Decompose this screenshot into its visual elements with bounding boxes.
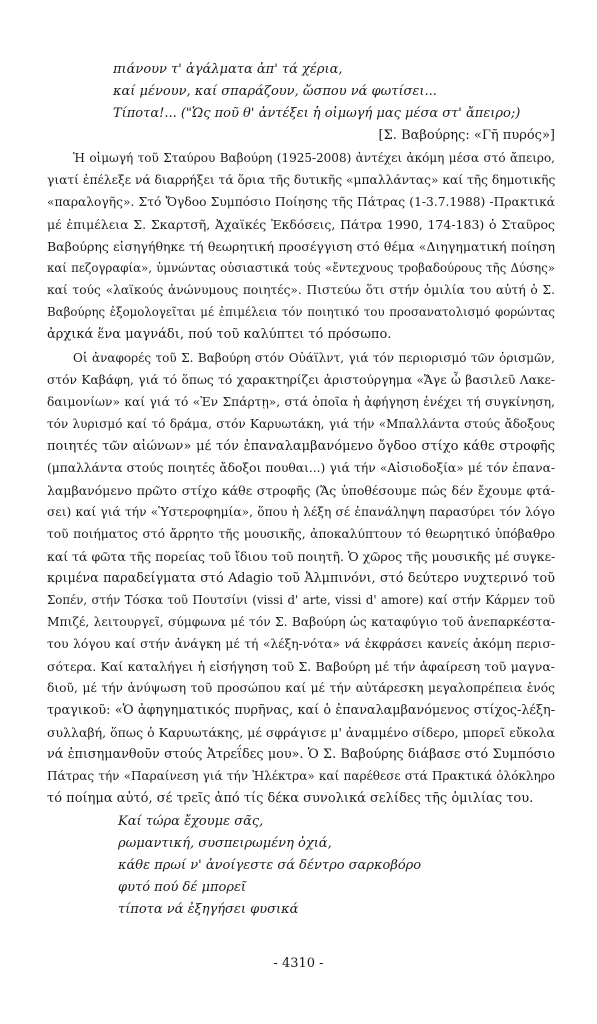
closing-verse-line: κάθε πρωί ν' ἀνοίγεστε σά δέντρο σαρκοβόρο bbox=[118, 858, 422, 873]
text-line: τοῦ ποιήματος στό ἄρρητο τῆς μουσικῆς, ἀποκαλύπτουν τό θεωρητικό ὑπόβαθρο bbox=[47, 527, 555, 541]
text-line: λαμβανόμενο πρῶτο στίχο κάθε στροφῆς (Ἄς ὑποθέσουμε πώς δέν ἔχουμε φτά- bbox=[47, 483, 555, 498]
text-line: καί πεζογραφία», ὑμνώντας οὐσιαστικά τούς «ἔντεχνους τροβαδούρους τῆς Δύσης» bbox=[47, 261, 555, 275]
text-line: καί τούς «λαϊκούς ἀνώνυμους ποιητές». Πιστεύω ὅτι στήν ὁμιλία του αὐτή ὁ Σ. bbox=[47, 283, 555, 297]
opening-verse-line: καί μένουν, καί σπαράζουν, ὥσπου νά φωτίσει... bbox=[113, 84, 437, 99]
text-line: τόν λυρισμό καί τό δράμα, στόν Καρυωτάκη, γιά τήν «Μπαλλάντα στούς ἄδοξους bbox=[47, 417, 555, 431]
text-line: Σοπέν, στήν Τόσκα τοῦ Πουτσίνι (vissi d' arte, vissi d' amore) καί στήν Κάρμεν τοῦ bbox=[47, 593, 555, 607]
page-number: - 4310 - bbox=[273, 956, 324, 971]
text-line: του λόγου καί στήν ἀνάγκη μέ τή «λέξη-νότα» νά ἐκφράσει κανείς ἀκόμη περισ- bbox=[47, 637, 555, 651]
opening-verse-line: πιάνουν τ' ἀγάλματα ἀπ' τά χέρια, bbox=[113, 62, 343, 77]
text-line: Βαβούρης εἰσηγήθηκε τή θεωρητική προσέγγιση στό θέμα «Διηγηματική ποίηση bbox=[47, 239, 555, 254]
text-line: ποιητές τῶν αἰώνων» μέ τόν ἐπαναλαμβανόμενο ὄγδοο στίχο κάθε στροφῆς bbox=[47, 439, 555, 454]
text-line: σότερα. Καί καταλήγει ἡ εἰσήγηση τοῦ Σ. Βαβούρη μέ τήν ἀφαίρεση τοῦ μαγνα- bbox=[47, 659, 555, 674]
closing-verse-line: φυτό πού δέ μπορεῖ bbox=[118, 880, 247, 895]
text-line: σει) καί γιά τήν «Ὑστεροφημία», ὅπου ἡ λέξη σέ ἐπανάληψη παρασύρει τόν λόγο bbox=[47, 505, 555, 519]
text-line: Μπιζέ, λειτουργεῖ, σύμφωνα μέ τόν Σ. Βαβούρη ὡς καταφύγιο τοῦ ἀνεπαρκέστα- bbox=[47, 615, 555, 629]
text-line: δαιμονίων» καί γιά τό «Ἐν Σπάρτῃ», στά ὁποῖα ἡ ἀφήγηση ἐνέχει τή συγκίνηση, bbox=[47, 395, 555, 409]
closing-verse-line: ρωμαντική, συσπειρωμένη ὀχιά, bbox=[118, 836, 332, 851]
opening-verse-line: Τίποτα!... ("Ὡς ποῦ θ' ἀντέξει ἡ οἰμωγή μας μέσα στ' ἄπειρο;) bbox=[113, 106, 521, 121]
text-line: τό ποίημα αὐτό, σέ τρεῖς ἀπό τίς δέκα συνολικά σελίδες τῆς ὁμιλίας του. bbox=[47, 791, 534, 806]
text-line: «παραλογῆς». Στό Ὄγδοο Συμπόσιο Ποίησης τῆς Πάτρας (1-3.7.1988) -Πρακτικά bbox=[47, 195, 555, 209]
text-line: (μπαλλάντα στούς ποιητές ἄδοξοι πουθαι...) γιά τήν «Αἰσιοδοξία» μέ τόν ἐπανα- bbox=[47, 461, 555, 475]
text-line: διοῦ, μέ τήν ἀνύψωση τοῦ προσώπου καί μέ τήν αὐτάρεσκη μεγαλοπρέπεια ἑνός bbox=[47, 681, 555, 695]
text-line: συλλαβή, ὅπως ὁ Καρυωτάκης, μέ σφράγισε μ' ἀναμμένο σίδερο, μπορεῖ εὔκολα bbox=[47, 725, 555, 740]
text-line: νά ἐπισημανθοῦν στούς Ἀτρεΐδες μου». Ὁ Σ. Βαβούρης διάβασε στό Συμπόσιο bbox=[47, 747, 555, 762]
text-line: Ἡ οἰμωγή τοῦ Σταύρου Βαβούρη (1925-2008) ἀντέχει ἀκόμη μέσα στό ἄπειρο, bbox=[73, 151, 555, 165]
text-line: μέ ἐπιμέλεια Σ. Σκαρτσῆ, Ἀχαϊκές Ἐκδόσεις, Πάτρα 1990, 174-183) ὁ Σταῦρος bbox=[47, 217, 555, 232]
text-line: Βαβούρης ἐξομολογεῖται μέ ἐπιμέλεια τόν ποιητικό του προσανατολισμό φορώντας bbox=[47, 305, 555, 319]
text-line: τραγικοῦ: «Ὁ ἀφηγηματικός πυρῆνας, καί ὁ ἐπαναλαμβανόμενος στίχος-λέξη- bbox=[47, 703, 555, 718]
text-line: ἀρχικά ἕνα μαγνάδι, πού τοῦ καλύπτει τό πρόσωπο. bbox=[47, 327, 392, 342]
text-line: καί τά φῶτα τῆς πορείας τοῦ ἴδιου τοῦ ποιητῆ. Ὁ χῶρος τῆς μουσικῆς μέ συγκε- bbox=[47, 549, 556, 564]
text-line: στόν Καβάφη, γιά τό ὅπως τό χαρακτηρίζει ἀριστούργημα «Ἄγε ὦ βασιλεῦ Λακε- bbox=[47, 373, 555, 387]
text-line: Πάτρας τήν «Παραίνεση γιά τήν Ἠλέκτρα» καί παρέθεσε στά Πρακτικά ὁλόκληρο bbox=[47, 769, 555, 783]
text-line: Οἱ ἀναφορές τοῦ Σ. Βαβούρη στόν Οὐάϊλντ, γιά τόν περιορισμό τῶν ὁρισμῶν, bbox=[73, 351, 555, 365]
closing-verse-line: τίποτα νά ἐξηγήσει φυσικά bbox=[118, 902, 299, 917]
closing-verse-line: Καί τώρα ἔχουμε σᾶς, bbox=[118, 814, 264, 829]
text-line: κριμένα παραδείγματα στό Adagio τοῦ Ἀλμπινόνι, στό δεύτερο νυχτερινό τοῦ bbox=[47, 571, 555, 586]
text-line: γιατί ἐπέλεξε νά διαρρήξει τά ὅρια τῆς δυτικῆς «μπαλλάντας» καί τῆς δημοτικῆς bbox=[47, 173, 556, 187]
verse-attribution: [Σ. Βαβούρης: «Γῆ πυρός»] bbox=[378, 128, 555, 143]
